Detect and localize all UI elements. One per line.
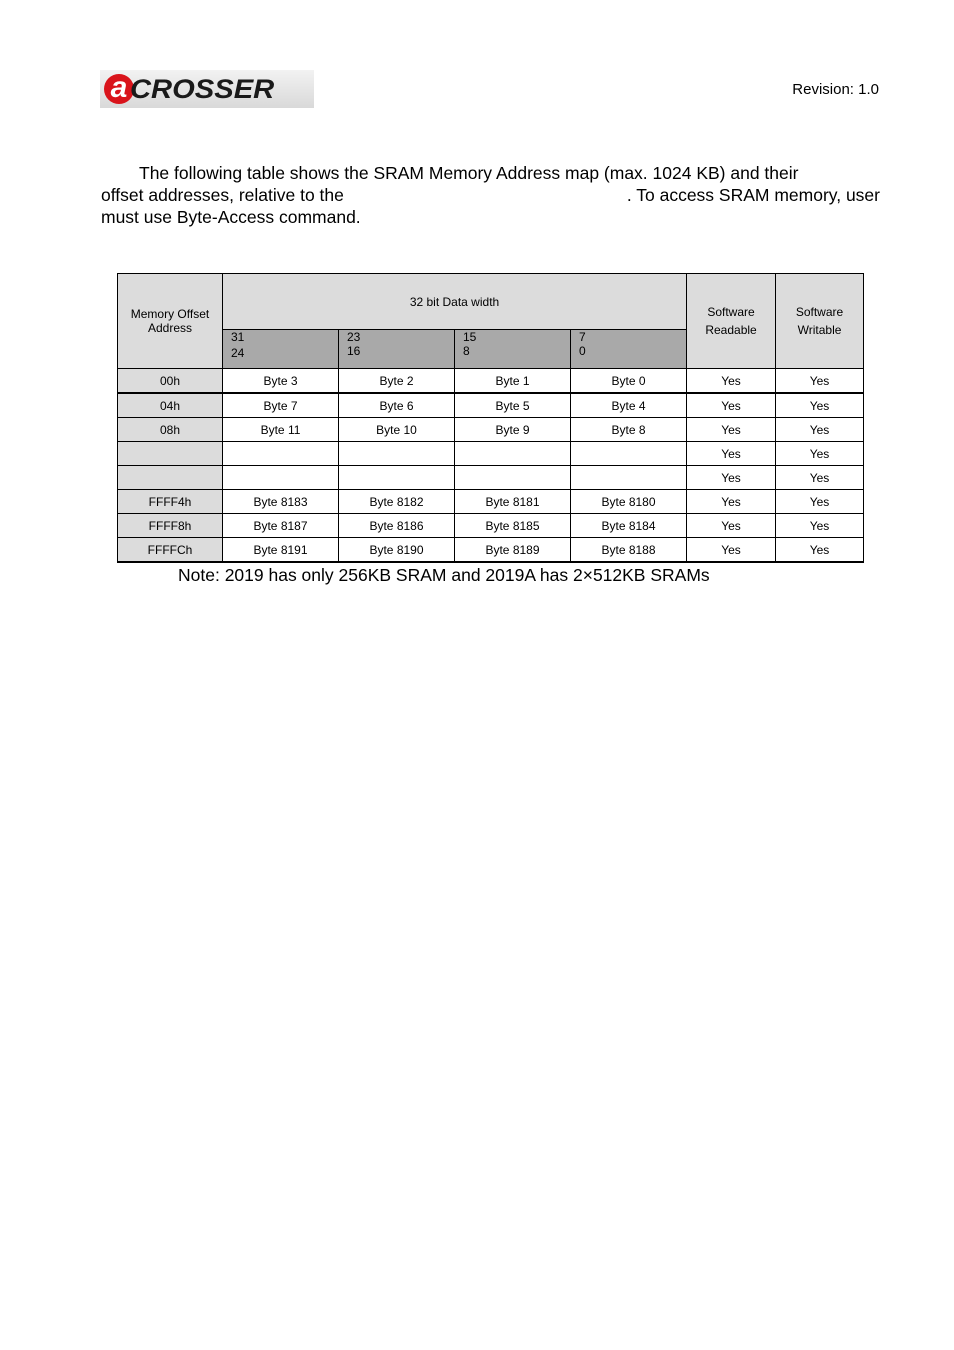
header-memory-offset: Memory Offset Address: [118, 274, 223, 369]
writable-cell: Yes: [776, 514, 864, 538]
bit-low: 8: [463, 344, 470, 358]
offset-cell: [118, 466, 223, 490]
byte-col-7-0: Byte 8: [571, 418, 687, 442]
byte-col-31-24: Byte 8187: [223, 514, 339, 538]
offset-cell: 00h: [118, 369, 223, 394]
byte-col-31-24: Byte 8191: [223, 538, 339, 563]
byte-col-23-16: Byte 8186: [339, 514, 455, 538]
writable-cell: Yes: [776, 418, 864, 442]
byte-col-7-0: Byte 4: [571, 393, 687, 418]
readable-cell: Yes: [687, 538, 776, 563]
paragraph-line-2: [101, 184, 880, 206]
readable-cell: Yes: [687, 369, 776, 394]
bit-high: 7: [579, 330, 586, 344]
readable-cell: Yes: [687, 418, 776, 442]
bit-high: 15: [463, 330, 477, 344]
table-body: [118, 369, 864, 563]
header-software-readable: Software Readable: [687, 274, 776, 369]
byte-col-7-0: Byte 8180: [571, 490, 687, 514]
offset-cell: 04h: [118, 393, 223, 418]
acrosser-logo: [100, 70, 314, 108]
byte-col-15-8: Byte 8181: [455, 490, 571, 514]
table-row: [118, 466, 864, 490]
offset-cell: FFFF4h: [118, 490, 223, 514]
offset-cell: [118, 442, 223, 466]
readable-cell: Yes: [687, 466, 776, 490]
table-note: Note: 2019 has only 256KB SRAM and 2019A has 2×512KB SRAMs: [178, 565, 710, 585]
readable-cell: Yes: [687, 442, 776, 466]
byte-col-31-24: [223, 466, 339, 490]
paragraph-line-1: The following table shows the SRAM Memory Address map (max. 1024 KB) and their: [139, 163, 799, 183]
header-data-width: 32 bit Data width: [223, 274, 687, 330]
byte-col-7-0: [571, 466, 687, 490]
byte-col-7-0: Byte 8184: [571, 514, 687, 538]
bit-high: 23: [347, 330, 361, 344]
byte-col-23-16: Byte 8182: [339, 490, 455, 514]
paragraph-line-2-end: . To access SRAM memory, user: [626, 185, 880, 205]
table-row: [118, 418, 864, 442]
byte-col-23-16: [339, 466, 455, 490]
sram-address-map-table: [117, 273, 864, 563]
writable-cell: Yes: [776, 393, 864, 418]
byte-col-15-8: Byte 8185: [455, 514, 571, 538]
paragraph-line-3: must use Byte-Access command.: [101, 207, 361, 227]
bit-low: 16: [347, 344, 361, 358]
logo-letter-a: a: [104, 74, 134, 104]
byte-col-23-16: Byte 8190: [339, 538, 455, 563]
header-software-writable: Software Writable: [776, 274, 864, 369]
byte-col-31-24: Byte 8183: [223, 490, 339, 514]
byte-col-15-8: Byte 8189: [455, 538, 571, 563]
revision-label: Revision: 1.0: [792, 81, 879, 98]
byte-col-23-16: Byte 10: [339, 418, 455, 442]
table-row: [118, 369, 864, 394]
intro-paragraph: [101, 162, 880, 228]
paragraph-line-2-start: offset addresses, relative to the: [101, 185, 344, 205]
bit-high: 31: [231, 330, 245, 344]
byte-col-31-24: [223, 442, 339, 466]
table-row: [118, 538, 864, 563]
table-row: [118, 514, 864, 538]
byte-col-31-24: Byte 11: [223, 418, 339, 442]
byte-col-7-0: Byte 0: [571, 369, 687, 394]
writable-cell: Yes: [776, 369, 864, 394]
bit-low: 24: [231, 346, 245, 360]
offset-cell: FFFFCh: [118, 538, 223, 563]
table-header-row: [118, 274, 864, 330]
logo-wordmark: CROSSER: [130, 74, 275, 104]
byte-col-15-8: Byte 5: [455, 393, 571, 418]
readable-cell: Yes: [687, 490, 776, 514]
readable-cell: Yes: [687, 514, 776, 538]
byte-col-15-8: [455, 466, 571, 490]
byte-col-15-8: [455, 442, 571, 466]
byte-col-15-8: Byte 9: [455, 418, 571, 442]
byte-col-31-24: Byte 3: [223, 369, 339, 394]
byte-col-7-0: Byte 8188: [571, 538, 687, 563]
table-row: [118, 393, 864, 418]
writable-cell: Yes: [776, 442, 864, 466]
bit-range-31-24: [223, 330, 339, 369]
bit-range-7-0: [571, 330, 687, 369]
offset-cell: 08h: [118, 418, 223, 442]
offset-cell: FFFF8h: [118, 514, 223, 538]
byte-col-31-24: Byte 7: [223, 393, 339, 418]
readable-cell: Yes: [687, 393, 776, 418]
byte-col-23-16: [339, 442, 455, 466]
table-row: [118, 442, 864, 466]
byte-col-15-8: Byte 1: [455, 369, 571, 394]
bit-low: 0: [579, 344, 586, 358]
writable-cell: Yes: [776, 466, 864, 490]
writable-cell: Yes: [776, 490, 864, 514]
bit-range-23-16: [339, 330, 455, 369]
byte-col-7-0: [571, 442, 687, 466]
table-row: [118, 490, 864, 514]
bit-range-15-8: [455, 330, 571, 369]
byte-col-23-16: Byte 2: [339, 369, 455, 394]
byte-col-23-16: Byte 6: [339, 393, 455, 418]
writable-cell: Yes: [776, 538, 864, 563]
